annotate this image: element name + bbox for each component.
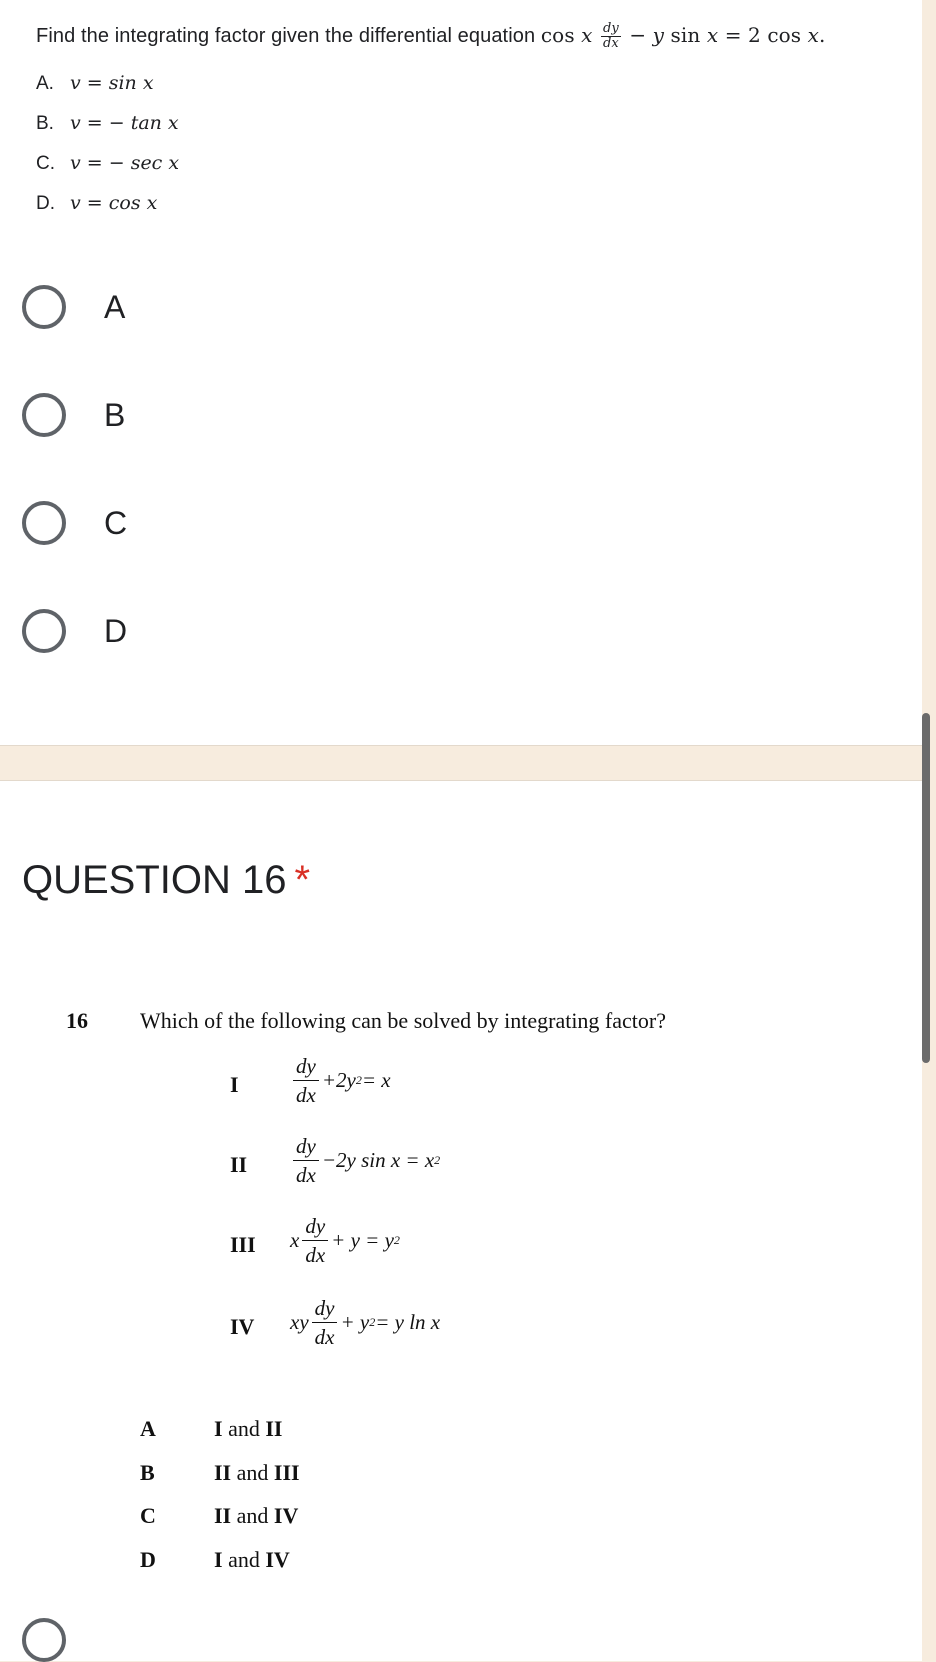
choice-d[interactable]: D: [22, 604, 127, 658]
scrollbar[interactable]: [922, 713, 930, 1063]
option-line-a: A. v = sin x: [36, 72, 154, 94]
equation-ii: $\frac{dy}{dx}$ −2y sin x = x 2: [290, 1134, 440, 1187]
option-line-d: D. v = cos x: [36, 192, 158, 214]
choice-b[interactable]: B: [22, 388, 125, 442]
choice-c[interactable]: C: [22, 496, 127, 550]
question-16-title: QUESTION 16 *: [22, 858, 311, 902]
answer-text-b: II and III: [214, 1460, 300, 1485]
item-roman-iv: IV: [230, 1314, 255, 1339]
answer-letter-d: D: [140, 1547, 156, 1572]
equation-iii: x $\frac{dy}{dx}$ + y = y 2: [290, 1214, 400, 1267]
radio-button-a[interactable]: [22, 285, 66, 329]
required-asterisk: *: [294, 858, 311, 902]
answer-letter-a: A: [140, 1416, 156, 1441]
question-15-card: [0, 0, 922, 746]
question-16-text: Which of the following can be solved by integrating factor?: [140, 1008, 666, 1033]
item-roman-iii: III: [230, 1232, 256, 1257]
choice-a[interactable]: A: [22, 280, 125, 334]
answer-text-d: I and IV: [214, 1547, 290, 1572]
answer-text-a: I and II: [214, 1416, 283, 1441]
option-line-b: B. v = − tan x: [36, 112, 179, 134]
question-16-number: 16: [66, 1008, 88, 1033]
question-15-equation: cos x $\frac{dy}{dx}$ − y sin x = 2 cos x.: [540, 21, 826, 51]
radio-button-partial[interactable]: [22, 1618, 66, 1662]
radio-button-d[interactable]: [22, 609, 66, 653]
question-16-card: [0, 780, 922, 1661]
radio-button-c[interactable]: [22, 501, 66, 545]
question-15-prompt: Find the integrating factor given the differential equation: [36, 25, 536, 47]
equation-iv: xy $\frac{dy}{dx}$ + y 2 = y ln x: [290, 1296, 441, 1349]
option-line-c: C. v = − sec x: [36, 152, 180, 174]
equation-i: $\frac{dy}{dx}$ +2y 2 = x: [290, 1054, 391, 1107]
radio-button-b[interactable]: [22, 393, 66, 437]
answer-text-c: II and IV: [214, 1503, 299, 1528]
dy-dx-fraction: $\frac{dy}{dx}$: [603, 21, 619, 51]
answer-letter-c: C: [140, 1503, 156, 1528]
item-roman-i: I: [230, 1072, 239, 1097]
answer-letter-b: B: [140, 1460, 155, 1485]
item-roman-ii: II: [230, 1152, 248, 1177]
question-15-text: [36, 22, 825, 51]
